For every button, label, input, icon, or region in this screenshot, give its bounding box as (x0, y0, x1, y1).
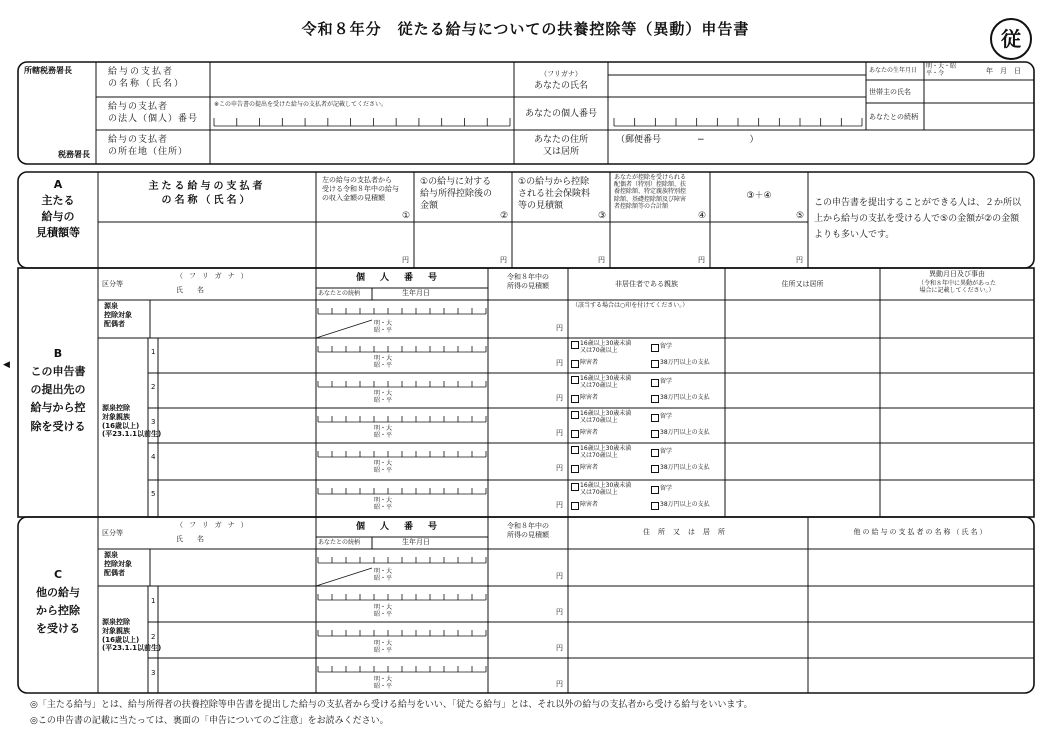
a-col5-label: あなたが控除を受けられる 配偶者（特別）控除額、扶 養控除額、特定親族特別控 除額、基礎控除額及び障害 者控除額等の合計額 (614, 174, 687, 210)
c-spouse-era: 明・大 昭・平 (374, 568, 393, 583)
b-spouse-era: 明・大 昭・平 (374, 320, 393, 335)
b-row-opt-age: 16歳以上30歳未満 又は70歳以上 (580, 375, 632, 390)
b-row-era: 明・大 昭・平 (374, 460, 393, 475)
c-row-address-input[interactable] (570, 588, 806, 620)
tax-office-head-label: 所轄税務署長 (24, 66, 72, 75)
c-row-number: 3 (151, 669, 156, 677)
c-row-yen: 円 (556, 608, 563, 616)
b-row-opt-study: 留学 (660, 343, 673, 350)
main-payer-name-input[interactable] (100, 224, 314, 266)
b-row-address-input[interactable] (727, 340, 878, 370)
b-rel-label: あなたとの続柄 (318, 290, 361, 297)
spouse-rel-diagonal (316, 568, 372, 586)
birth-era-label: 明・大・昭 平・令 (926, 63, 957, 78)
b-row-checkbox[interactable] (571, 341, 579, 349)
b-row-opt-payment: 38万円以上の支払 (660, 359, 710, 366)
c-kojin-label: 個 人 番 号 (356, 522, 441, 532)
c-row-name-input[interactable] (160, 624, 314, 656)
section-c-label: C 他の給与 から控除 を受ける (36, 568, 80, 636)
b-row-yen: 円 (556, 501, 563, 509)
a-col6-label: ③＋④ (746, 191, 772, 201)
b-row-yen: 円 (556, 429, 563, 437)
c-row-number: 1 (151, 597, 156, 605)
section-marker: ◀ (3, 360, 10, 370)
b-row-opt-study: 留学 (660, 413, 673, 420)
a-col1-label: 主たる給与の支払者 の名称（氏名） (148, 181, 266, 206)
b-row-checkbox[interactable] (571, 411, 579, 419)
tax-office-suffix-label: 税務署長 (58, 150, 90, 159)
b-name-label: 氏 名 (176, 286, 204, 294)
furigana-label: （フリガナ） (540, 70, 582, 78)
payer-address-input[interactable] (212, 132, 512, 162)
b-row-address-input[interactable] (727, 482, 878, 512)
b-row-name-input[interactable] (160, 445, 314, 475)
b-kojin-label: 個 人 番 号 (356, 273, 441, 283)
a-yen-4: 円 (698, 256, 705, 264)
b-row-checkbox[interactable] (651, 486, 659, 494)
b-row-change-input[interactable] (882, 445, 1032, 475)
b-row-yen: 円 (556, 359, 563, 367)
c-dependent-label: 源泉控除 対象親族 (16歳以上) (平23.1.1以前生) (102, 618, 162, 653)
b-row-era: 明・大 昭・平 (374, 390, 393, 405)
b-income-label: 令和８年中の 所得の見積額 (507, 273, 549, 290)
c-row-era: 明・大 昭・平 (374, 604, 393, 619)
b-row-number: 4 (151, 453, 156, 461)
c-rel-label: あなたとの続柄 (318, 539, 361, 546)
c-row-payer-input[interactable] (810, 660, 1032, 692)
b-row-checkbox[interactable] (651, 360, 659, 368)
b-row-opt-study: 留学 (660, 448, 673, 455)
payer-name-label: 給与の支払者 の名称（氏名） (108, 67, 186, 90)
c-row-name-input[interactable] (160, 588, 314, 620)
your-address-label: あなたの住所 又は居所 (533, 135, 588, 158)
a-yen-5: 円 (796, 256, 803, 264)
footer-note-1: ◎「主たる給与」とは、給与所得者の扶養控除等申告書を提出した給与の支払者から受ける給与をいい、「従たる給与」とは、それ以外の給与の支払者から受ける給与をいいます。 (30, 700, 753, 710)
relationship-input[interactable] (926, 104, 1032, 129)
b-dependent-label: 源泉控除 対象親族 (16歳以上) (平23.1.1以前生) (102, 404, 162, 439)
c-row-name-input[interactable] (160, 660, 314, 692)
c-income-label: 令和８年中の 所得の見積額 (507, 522, 549, 539)
b-row-opt-study: 留学 (660, 485, 673, 492)
b-row-change-input[interactable] (882, 375, 1032, 405)
c-row-payer-input[interactable] (810, 588, 1032, 620)
c-spouse-label: 源泉 控除対象 配偶者 (104, 551, 132, 577)
head-of-household-label: 世帯主の氏名 (869, 88, 911, 96)
section-a-label: A 主たる 給与の 見積額等 (36, 178, 80, 239)
b-row-checkbox[interactable] (571, 395, 579, 403)
b-row-opt-study: 留学 (660, 378, 673, 385)
b-change-label: 異動月日及び事由 (929, 270, 985, 278)
b-row-opt-payment: 38万円以上の支払 (660, 429, 710, 436)
a-col4-label: ①の給与から控除 される社会保険料 等の見積額 (518, 177, 591, 212)
form-title: 令和８年分 従たる給与についての扶養控除等（異動）申告書 (301, 20, 750, 38)
payer-corp-no-input[interactable] (212, 108, 512, 129)
a-col3-label: ①の給与に対する 給与所得控除後の 金額 (420, 177, 493, 212)
b-row-checkbox[interactable] (571, 502, 579, 510)
b-row-change-input[interactable] (882, 482, 1032, 512)
a-eligibility-note: この申告書を提出することができる人は、２か所以上から給与の支払を受ける人で⑤の金額が②の金額よりも多い人です。 (814, 198, 1022, 240)
b-row-address-input[interactable] (727, 375, 878, 405)
c-row-address-input[interactable] (570, 660, 806, 692)
a-num1: ① (402, 211, 411, 221)
b-row-number: 3 (151, 418, 156, 426)
b-row-name-input[interactable] (160, 375, 314, 405)
b-change-note: （令和８年中に異動があった 場合に記載してください。） (918, 280, 996, 295)
c-name-label: 氏 名 (176, 535, 204, 543)
b-row-opt-disabled: 障害者 (580, 359, 599, 366)
b-row-era: 明・大 昭・平 (374, 425, 393, 440)
b-row-checkbox[interactable] (651, 414, 659, 422)
b-row-opt-age: 16歳以上30歳未満 又は70歳以上 (580, 445, 632, 460)
sub-salary-stamp: 従 (990, 18, 1032, 60)
tax-office-input[interactable] (20, 80, 94, 140)
b-row-opt-payment: 38万円以上の支払 (660, 394, 710, 401)
b-row-checkbox[interactable] (571, 360, 579, 368)
b-row-checkbox[interactable] (571, 446, 579, 454)
b-row-opt-disabled: 障害者 (580, 429, 599, 436)
footer-note-2: ◎この申告書の記載に当たっては、裏面の「申告についてのご注意」をお読みください。 (30, 716, 389, 726)
b-row-checkbox[interactable] (651, 502, 659, 510)
birthdate-label: あなたの生年月日 (869, 67, 918, 74)
b-row-opt-age: 16歳以上30歳未満 又は70歳以上 (580, 482, 632, 497)
c-row-payer-input[interactable] (810, 624, 1032, 656)
b-row-checkbox[interactable] (651, 449, 659, 457)
b-row-change-input[interactable] (882, 340, 1032, 370)
b-row-number: 1 (151, 348, 156, 356)
b-row-checkbox[interactable] (651, 395, 659, 403)
b-row-opt-disabled: 障害者 (580, 464, 599, 471)
b-row-number: 2 (151, 383, 156, 391)
b-row-checkbox[interactable] (571, 483, 579, 491)
postal-label: （郵便番号 − ） (616, 135, 759, 145)
c-row-yen: 円 (556, 644, 563, 652)
c-furigana-label: （フリガナ） (176, 521, 254, 529)
b-kubun-label: 区分等 (102, 280, 123, 288)
b-row-opt-disabled: 障害者 (580, 501, 599, 508)
your-number-input[interactable] (610, 99, 864, 129)
b-row-opt-disabled: 障害者 (580, 394, 599, 401)
section-b-label: B この申告書 の提出先の 給与から控 除を受ける (30, 347, 86, 433)
b-row-name-input[interactable] (160, 482, 314, 512)
c-row-address-input[interactable] (570, 624, 806, 656)
b-row-opt-age: 16歳以上30歳未満 又は70歳以上 (580, 340, 632, 355)
your-number-label: あなたの個人番号 (524, 109, 597, 119)
b-row-opt-age: 16歳以上30歳未満 又は70歳以上 (580, 410, 632, 425)
a-yen-1: 円 (402, 256, 409, 264)
a-col2-label: 左の給与の支払者から 受ける令和８年中の給与 の収入金額の見積額 (322, 176, 399, 202)
b-row-checkbox[interactable] (651, 465, 659, 473)
b-address-label: 住所又は居所 (781, 280, 824, 288)
b-row-number: 5 (151, 490, 156, 498)
b-row-name-input[interactable] (160, 410, 314, 440)
b-row-checkbox[interactable] (571, 465, 579, 473)
payer-corp-no-label: 給与の支払者 の法人（個人）番号 (108, 102, 199, 125)
your-name-input[interactable] (610, 76, 864, 96)
c-other-payer-label: 他の給与の支払者の名称（氏名） (853, 528, 989, 536)
b-row-yen: 円 (556, 394, 563, 402)
payer-name-input[interactable] (212, 64, 512, 96)
c-row-era: 明・大 昭・平 (374, 640, 393, 655)
b-spouse-yen: 円 (556, 324, 563, 332)
spouse-rel-diagonal (316, 320, 372, 338)
a-yen-2: 円 (500, 256, 507, 264)
a-yen-3: 円 (598, 256, 605, 264)
c-address-label: 住所又は居所 (643, 528, 733, 536)
b-row-address-input[interactable] (727, 410, 878, 440)
head-of-household-input[interactable] (926, 81, 1032, 102)
your-name-label: あなたの氏名 (533, 81, 588, 91)
c-spouse-yen: 円 (556, 572, 563, 580)
b-row-checkbox[interactable] (651, 430, 659, 438)
c-row-yen: 円 (556, 680, 563, 688)
b-row-address-input[interactable] (727, 445, 878, 475)
c-kubun-label: 区分等 (102, 529, 123, 537)
b-row-opt-payment: 38万円以上の支払 (660, 501, 710, 508)
b-row-checkbox[interactable] (651, 344, 659, 352)
c-row-era: 明・大 昭・平 (374, 676, 393, 691)
b-row-checkbox[interactable] (651, 379, 659, 387)
a-num5: ⑤ (796, 211, 805, 221)
c-row-number: 2 (151, 633, 156, 641)
b-row-opt-payment: 38万円以上の支払 (660, 464, 710, 471)
your-address-input[interactable] (610, 146, 1030, 162)
a-num2: ② (500, 211, 509, 221)
c-birth-label: 生年月日 (402, 538, 430, 546)
a-num4: ④ (698, 211, 707, 221)
b-row-change-input[interactable] (882, 410, 1032, 440)
a-num3: ③ (598, 211, 607, 221)
b-row-era: 明・大 昭・平 (374, 497, 393, 512)
b-row-checkbox[interactable] (571, 376, 579, 384)
b-furigana-label: （フリガナ） (176, 272, 254, 280)
corp-no-note: ※この申告書の提出を受けた給与の支払者が記載してください。 (214, 101, 388, 108)
b-row-name-input[interactable] (160, 340, 314, 370)
b-nonresident-label: 非居住者である親族 (615, 280, 678, 288)
birth-ymd-label: 年 月 日 (986, 67, 1021, 75)
b-birth-label: 生年月日 (402, 289, 430, 297)
b-row-yen: 円 (556, 464, 563, 472)
b-spouse-label: 源泉 控除対象 配偶者 (104, 302, 132, 328)
b-row-era: 明・大 昭・平 (374, 355, 393, 370)
relationship-label: あなたとの続柄 (869, 113, 918, 121)
payer-address-label: 給与の支払者 の所在地（住所） (108, 135, 189, 158)
b-mark-note: （該当する場合は○印を付けてください。） (572, 302, 689, 309)
b-row-checkbox[interactable] (571, 430, 579, 438)
